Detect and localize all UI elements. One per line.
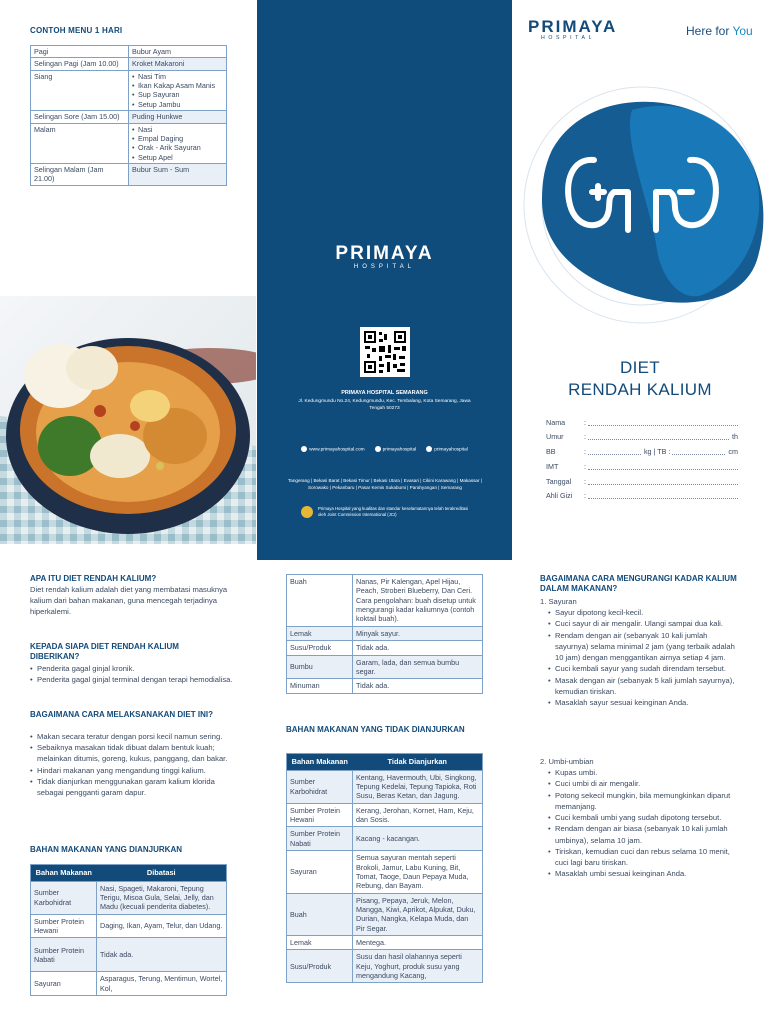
section-heading: BAGAIMANA CARA MELAKSANAKAN DIET INI? <box>30 710 213 719</box>
section-list: • Makan secara teratur dengan porsi kecil namun sering. • Sebaiknya masakan tidak dibuat dalam bentuk kuah; melainkan ditumis, goreng, kukus, panggang, dan bakar. • Hindari makanan yang mengandung tinggi kalium. • Tidak dianjurkan menggunakan garam kalium klorida sebagai pengganti garam dapur. <box>30 731 235 798</box>
table-row: Susu/Produk Tidak ada. <box>287 641 483 655</box>
menu-row: Selingan Pagi (Jam 10.00) Kroket Makaroni <box>31 58 227 70</box>
table-row: Sumber Karbohidrat Nasi, Spageti, Makaroni, Tepung Terigu, Misoa Gula, Selai, Jelly, dan Madu (kecuali penderita diabetes). <box>31 881 227 914</box>
back-cover-panel <box>257 0 512 560</box>
menu-row: Selingan Sore (Jam 15.00) Puding Hunkwe <box>31 111 227 123</box>
facebook-icon <box>426 446 432 452</box>
table-row: Sumber Protein Hewani Kerang, Jerohan, Kornet, Ham, Keju, dan Sosis. <box>287 803 483 827</box>
form-field-bb-tb[interactable]: BB : kg | TB : cm <box>546 447 739 456</box>
menu-row: Siang • Nasi Tim • Ikan Kakap Asam Manis • Sup Sayuran • Setup Jambu <box>31 70 227 110</box>
sample-menu-panel <box>0 0 256 300</box>
branch-list: Tangerang | Bekasi Barat | Bekasi Timur | Bekasi Utara | Evasari | Cikini Karawang | Makassar | Sorowako | Pekanbaru | Pasar Kemis Sukabumi | Parahyangan | Semarang <box>288 478 482 491</box>
menu-row: Malam • Nasi • Empal Daging • Orak - Arik Sayuran • Setup Apel <box>31 123 227 163</box>
vegetable-steps: 1. Sayuran • Sayur dipotong kecil-kecil. • Cuci sayur di air mengalir. Ulangi sampai dua kali. • Rendam dengan air (sebanyak 10 kali jumlah sayurnya) selama minimal 2 jam (yang terbaik adalah 10 jam) dengan menggantikan airnya setiap 4 jam. • Cuci kembali sayur yang sudah direndam tersebut. • Masak dengan air (sebanyak 5 kali jumlah sayurnya), kemudian tiriskan. • Masaklah sayur sesuai keinginan Anda. <box>540 596 740 708</box>
table-row: Susu/Produk Susu dan hasil olahannya seperti Keju, Yoghurt, produk susu yang mengandung Kacang, <box>287 950 483 983</box>
instagram-icon <box>375 446 381 452</box>
jci-seal-icon <box>301 506 313 518</box>
table-row: Sumber Protein Nabati Tidak ada. <box>31 938 227 972</box>
cover-logo: PRIMAYA <box>528 17 618 36</box>
form-field-imt[interactable]: IMT : <box>546 462 738 471</box>
section-heading: BAGAIMANA CARA MENGURANGI KADAR KALIUM DALAM MAKANAN? <box>540 574 737 594</box>
table-row: Bumbu Garam, lada, dan semua bumbu segar. <box>287 655 483 679</box>
form-field-tanggal[interactable]: Tanggal : <box>546 477 738 486</box>
food-photo <box>0 296 256 544</box>
menu-table <box>30 45 227 186</box>
table-row: Minuman Tidak ada. <box>287 679 483 693</box>
primaya-logo-subtitle: HOSPITAL <box>353 264 416 270</box>
kidney-illustration <box>512 80 768 350</box>
table-row: Sayuran Semua sayuran mentah seperti Brokoli, Jamur, Labu Kuning, Bit, Tomat, Taoge, Daun Pepaya Muda, Rebung, dan Bayam. <box>287 851 483 893</box>
facebook-link[interactable]: primayahospital <box>426 446 468 452</box>
table-row: Sumber Protein Hewani Daging, Ikan, Ayam, Telur, dan Udang. <box>31 914 227 938</box>
cover-logo-subtitle: HOSPITAL <box>541 35 596 41</box>
menu-row: Selingan Malam (Jam 21.00) Bubur Sum - Sum <box>31 163 227 185</box>
soup-bowl-image <box>0 296 256 544</box>
recommended-food-table-continued <box>286 574 483 694</box>
primaya-logo: PRIMAYA <box>335 243 434 264</box>
form-field-nama[interactable]: Nama : <box>546 418 738 427</box>
website-link[interactable]: www.primayahospital.com <box>301 446 364 452</box>
section-heading: BAHAN MAKANAN YANG DIANJURKAN <box>30 845 183 854</box>
section-heading: KEPADA SIAPA DIET RENDAH KALIUM DIBERIKAN? <box>30 642 179 662</box>
section-body: Diet rendah kalium adalah diet yang membatasi masuknya kalium dari bahan makanan, guna mencegah terjadinya hiperkalemi. <box>30 585 228 617</box>
section-heading: APA ITU DIET RENDAH KALIUM? <box>30 574 157 583</box>
instagram-link[interactable]: primayahospital <box>375 446 417 452</box>
section-list: • Penderita gagal ginjal kronik. • Penderita gagal ginjal terminal dengan terapi hemodialisa. <box>30 663 235 685</box>
tagline: Here for You <box>686 24 753 38</box>
table-row: Buah Pisang, Pepaya, Jeruk, Melon, Mangga, Kiwi, Aprikot, Alpukat, Duku, Durian, Nangka, Kelapa Muda, dan Pir Segar. <box>287 893 483 935</box>
table-row: Sumber Karbohidrat Kentang, Havermouth, Ubi, Singkong, Tepung Kedelai, Tepung Tapioka, Roti Susu, Beras Ketan, dan Jagung. <box>287 770 483 803</box>
table-row: Buah Nanas, Pir Kalengan, Apel Hijau, Peach, Stroberi Blueberry, Dan Ceri. Cara pengolahan: buah disetup untuk mengurangi kadar kaliumnya (contoh koktail buah). <box>287 575 483 627</box>
form-field-umur[interactable]: Umur : th <box>546 432 738 441</box>
menu-title: CONTOH MENU 1 HARI <box>30 26 123 35</box>
social-links <box>277 446 492 452</box>
hospital-address: Jl. Kedungmundu No.24, Kedungmundu, Kec. Tembalang, Kota Semarang, Jawa Tengah 50273 <box>298 399 471 412</box>
menu-row: Pagi Bubur Ayam <box>31 46 227 58</box>
form-field-ahli-gizi[interactable]: Ahli Gizi : <box>546 491 738 500</box>
cover-title: DIET RENDAH KALIUM <box>568 358 712 400</box>
table-row: Sayuran Asparagus, Terung, Mentimun, Wortel, Kol, <box>31 972 227 996</box>
globe-icon <box>301 446 307 452</box>
table-row: Lemak Minyak sayur. <box>287 626 483 640</box>
qr-code-icon <box>360 327 410 377</box>
section-heading: BAHAN MAKANAN YANG TIDAK DIANJURKAN <box>286 725 465 734</box>
table-row: Lemak Mentega. <box>287 936 483 950</box>
jci-accreditation: Primaya Hospital yang kualitas dan standar keselamatannya telah terakreditasi oleh Joint Commission International (JCI) <box>301 506 471 518</box>
hospital-name: PRIMAYA HOSPITAL SEMARANG <box>341 390 428 396</box>
tuber-steps: 2. Umbi-umbian • Kupas umbi. • Cuci umbi di air mengalir. • Potong sekecil mungkin, bila memungkinkan diparut memanjang. • Cuci kembali umbi yang sudah dipotong tersebut. • Rendam dengan air biasa (sebanyak 10 kali jumlah umbinya), selama 10 jam. • Tiriskan, kemudian cuci dan rebus selama 10 menit, cuci lagi baru tiriskan. • Masaklah umbi sesuai keinginan Anda. <box>540 756 740 880</box>
avoided-food-table: Bahan Makanan Tidak Dianjurkan Sumber Karbohidrat Kentang, Havermouth, Ubi, Singkong, Tepung Kedelai, Tepung Tapioka, Roti Susu, Beras Ketan, dan Jagung. Sumber Protein Hewani Kerang, Jerohan, Kornet, Ham, Keju, dan Sosis. Sumber Protein Nabati Kacang - kacangan. Sayuran Semua sayuran mentah seperti Brokoli, Jamur, Labu Kuning, Bit, Tomat, Taoge, Daun Pepaya Muda, Rebung, dan Bayam. Buah Pisang, Pepaya, Jeruk, Melon, Mangga, Kiwi, Aprikot, Alpukat, Duku, Durian, Nangka, Kelapa Muda, dan Pir Segar. Lemak Mentega. Susu/Produk Susu dan hasil olahannya seperti Keju, Yoghurt, produk susu yang mengandung Kacang, <box>286 753 483 983</box>
recommended-food-table: Bahan Makanan Dibatasi Sumber Karbohidrat Nasi, Spageti, Makaroni, Tepung Terigu, Misoa Gula, Selai, Jelly, dan Madu (kecuali penderita diabetes). Sumber Protein Hewani Daging, Ikan, Ayam, Telur, dan Udang. Sumber Protein Nabati Tidak ada. Sayuran Asparagus, Terung, Mentimun, Wortel, Kol, <box>30 864 227 996</box>
table-row: Sumber Protein Nabati Kacang - kacangan. <box>287 827 483 851</box>
